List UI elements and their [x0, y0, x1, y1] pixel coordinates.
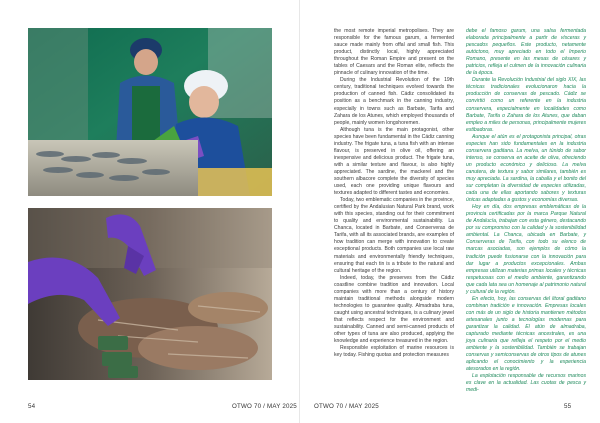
spanish-text-column [466, 28, 586, 394]
english-paragraph: Today, two emblematic companies in the province, certified by the Andalusian Natural Park brand, work with this species, standing out for their commitment to quality and environmental sustainability. La Chanca, located in Barbate, and Conserveras de Tarifa, with all its associated brands, are examples of how tradition can merge with innovation to create exceptional products. Both companies use local raw materials and environmentally friendly techniques, ensuring that each tin is a tribute to the natural and cultural heritage of the region. [334, 197, 454, 274]
left-page-footer: OTWO 70 / MAY 2025 [232, 403, 297, 410]
english-paragraph: Indeed, today, the preserves from the Cádiz coastline combine tradition and innovation. Local companies with more than a century of history maintain traditional methods alongside modern technologies to guarantee quality. Almadraba tuna, caught using ancestral techniques, is a culinary jewel that reflects respect for the environment and sustainability. Canned and semi-canned products of other types of tuna are also produced, applying the knowledge and experience treasured in the region. [334, 274, 454, 345]
spanish-paragraph: La explotación responsable de recursos marinos es clave en la actualidad. Las cuotas de pesca y medi- [466, 373, 586, 394]
right-page-number: 55 [564, 403, 572, 410]
english-paragraph: Responsible exploitation of marine resources is key today. Fishing quotas and protection measures [334, 345, 454, 359]
cannery-workers-photo [28, 28, 272, 196]
english-paragraph: the most remote imperial metropolises. They are responsible for the famous garum, a fermented sauce made mainly from offal and small fish. This product, distinctly local, highly appreciated throughout the Roman Empire and present on the tables of Caesars and the Roman elite, reflects the pinnacle of culinary innovation of the time. [334, 28, 454, 77]
left-page-number: 54 [28, 403, 36, 410]
spanish-paragraph: debe el famoso garum, una salsa fermentada elaborada principalmente a partir de vísceras y pescados pequeños. Este producto, netamente autóctono, muy apreciado en todo el Imperio Romano, presente en las mesas de césares y patricios, refleja el culmen de la innovación culinaria de la época. [466, 28, 586, 77]
english-paragraph: During the Industrial Revolution of the 19th century, traditional techniques evolved towards the production of canned fish. Cádiz consolidated its position as a benchmark in the canning industry, especially in towns such as Barbate, Tarifa and Zahara de los Atunes, which employed thousands of people, mainly women longshoremen. [334, 77, 454, 126]
spanish-paragraph: En efecto, hoy, las conservas del litoral gaditano combinan tradición e innovación. Empresas locales con más de un siglo de historia mantienen métodos artesanales junto a tecnologías modernas para garantizar la calidad. El atún de almadraba, capturado mediante técnicas ancestrales, es una joya culinaria que refleja el respeto por el medio ambiente y la sostenibilidad. También se trabajan conservas y semiconservas de otros tipos de atunes aplicando el conocimiento y la experiencia atesorados en la región. [466, 295, 586, 373]
right-page-footer: OTWO 70 / MAY 2025 [314, 403, 379, 410]
spanish-paragraph: Aunque el atún es el protagonista principal, otras especies han sido fundamentales en la industria conservera gaditana. La melva, un túnido de sabor intenso, se conserva en aceite de oliva, ofreciendo un producto económico y delicioso. La melva canutera, de textura y sabor similares, también es muy apreciada. La sardina, la caballa y el bonito del sur completan la diversidad de especies utilizadas, cada una de ellas aportando sabores y texturas únicas adaptadas a gustos y economías diversas. [466, 133, 586, 204]
spanish-paragraph: Durante la Revolución Industrial del siglo XIX, las técnicas tradicionales evolucionaron hacia la producción de conservas de pescado. Cádiz se convirtió como un referente en la industria conservera, especialmente en localidades como Barbate, Tarifa o Zahara de los Atunes, que daban empleo a miles de personas, principalmente mujeres estibadoras. [466, 77, 586, 133]
spanish-paragraph: Hoy en día, dos empresas emblemáticas de la provincia certificadas por la marca Parque Natural de Andalucía, trabajan con esta género, destacando por su compromiso con la calidad y la sostenibilidad ambiental. La Chanca, ubicada en Barbate, y Conserveras de Tarifa, con todo su elenco de marcas asociadas, son ejemplos de cómo la tradición puede fusionarse con la innovación para dar lugar a productos excepcionales. Ambas empresas utilizan materias primas locales y técnicas respetuosas con el medio ambiente, garantizando que cada lata sea un homenaje al patrimonio natural y cultural de la región. [466, 204, 586, 295]
gloved-hands-sorting-fish-photo [28, 208, 272, 380]
english-paragraph: Although tuna is the main protagonist, other species have been fundamental in the Cádiz canning industry. The frigate tuna, a tuna fish with an intense flavour, is preserved in olive oil, offering an inexpensive and delicious product. The frigate tuna, with a similar texture and flavour, is also highly appreciated. The sardine, the mackerel and the southern albacore complete the diversity of species used, each one providing unique flavours and textures adapted to different tastes and economies. [334, 126, 454, 197]
english-text-column [334, 28, 454, 380]
